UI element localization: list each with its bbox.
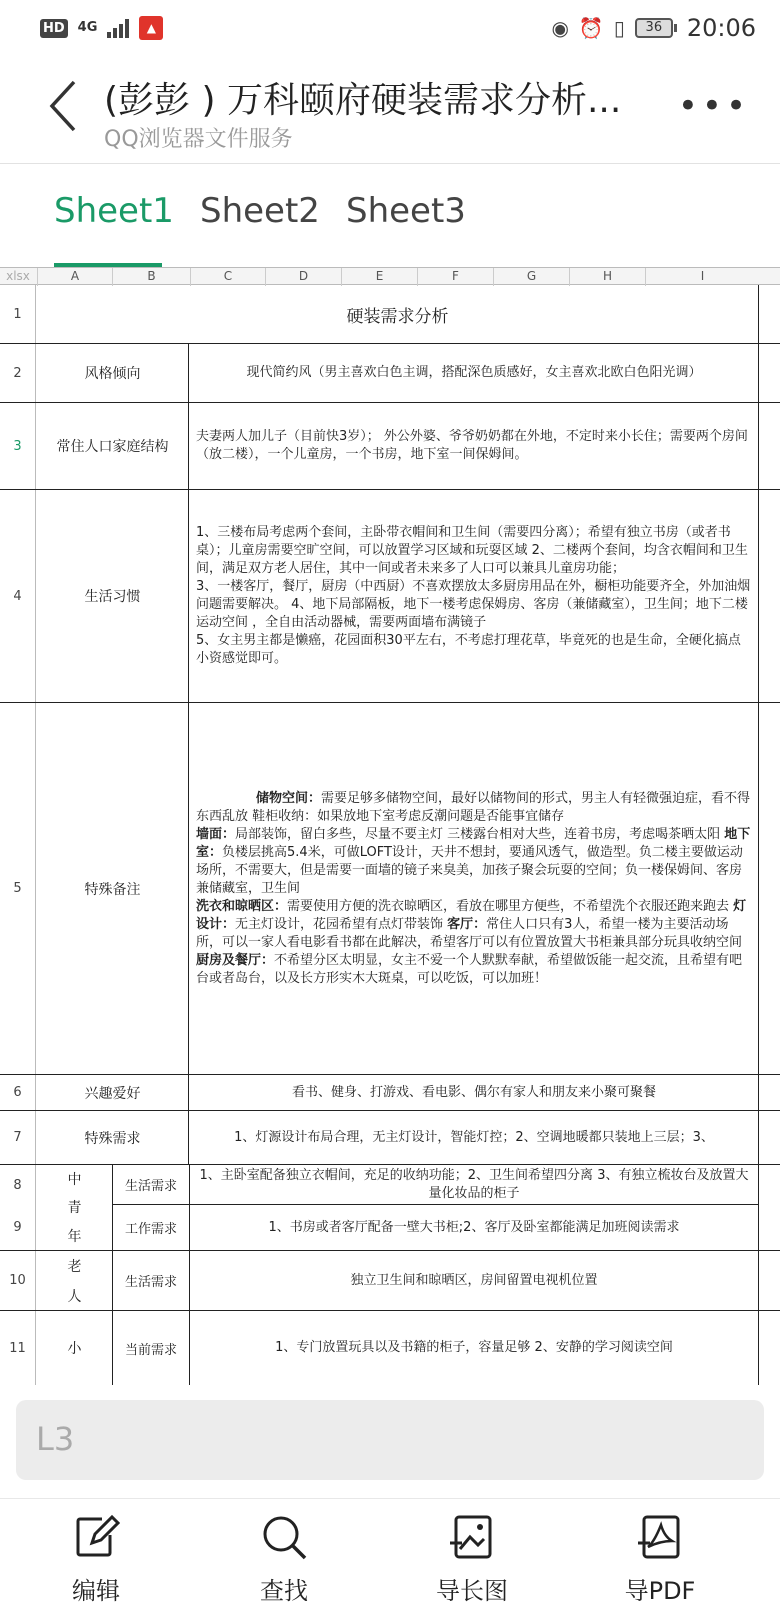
table-row[interactable] bbox=[0, 703, 780, 1075]
cell-text-line: 1、三楼布局考虑两个套间，主卧带衣帽间和卫生间（需要四分离）；希望有独立书房（或者书桌）；儿童房需要空旷空间，可以放置学习区域和玩耍区域 2、二楼两个套间，均含衣帽间和卫生间，满足双方老人居住，其中一间或者未来多了人口可以兼具儿童房功能； bbox=[196, 525, 748, 576]
sub-label-cell[interactable]: 生活需求 bbox=[113, 1251, 190, 1310]
eye-comfort-icon: ◉ bbox=[551, 16, 569, 40]
table-row[interactable] bbox=[0, 1205, 780, 1251]
group-label-elder[interactable]: 老 人 bbox=[37, 1251, 113, 1311]
row-number: 1 bbox=[0, 285, 36, 343]
label-cell[interactable]: 特殊备注 bbox=[37, 703, 189, 1074]
find-button[interactable]: 查找 bbox=[224, 1513, 344, 1606]
signal-icon bbox=[107, 18, 129, 38]
edit-icon bbox=[72, 1513, 120, 1561]
column-header[interactable]: D bbox=[265, 268, 341, 286]
corner-cell: xlsx bbox=[6, 269, 30, 283]
row-number: 8 bbox=[0, 1165, 36, 1205]
note-key: 厨房及餐厅： bbox=[196, 952, 275, 968]
note-text: 常住人口只有3人，希望一楼为主要活动场所，可以一家人看电影看书都在此解决，希望客厅可以有位置放置大书柜兼具部分玩具收纳空间 bbox=[196, 916, 743, 950]
note-key: 客厅： bbox=[447, 916, 487, 932]
label-cell[interactable]: 兴趣爱好 bbox=[37, 1075, 189, 1110]
row-number: 9 bbox=[0, 1205, 36, 1250]
table-row[interactable] bbox=[0, 1075, 780, 1111]
cell-text-line: 5、女主男主都是懒癌，花园面积30平左右，不考虑打理花草，毕竟死的也是生命，全硬化搞点小资感觉即可。 bbox=[196, 633, 741, 666]
tab-sheet3[interactable]: Sheet3 bbox=[346, 191, 466, 231]
column-header[interactable]: A bbox=[37, 268, 112, 286]
value-cell[interactable]: 1、专门放置玩具以及书籍的柜子，容量足够 2、安静的学习阅读空间 bbox=[190, 1311, 759, 1385]
label-cell[interactable]: 常住人口家庭结构 bbox=[37, 403, 189, 489]
note-key: 灯设计： bbox=[196, 898, 747, 932]
value-cell[interactable] bbox=[190, 703, 759, 1074]
image-export-icon bbox=[448, 1513, 496, 1561]
value-cell[interactable]: 独立卫生间和晾晒区，房间留置电视机位置 bbox=[190, 1251, 759, 1310]
export-long-image-button[interactable]: 导长图 bbox=[412, 1513, 532, 1606]
title-bar bbox=[0, 56, 780, 164]
network-type: 4G bbox=[77, 20, 98, 35]
table-row[interactable] bbox=[0, 285, 780, 344]
note-key: 墙面： bbox=[196, 826, 236, 842]
row-number: 10 bbox=[0, 1251, 36, 1310]
row-number: 5 bbox=[0, 703, 36, 1074]
document-subtitle: QQ浏览器文件服务 bbox=[104, 127, 293, 152]
sub-label-cell[interactable]: 生活需求 bbox=[113, 1165, 190, 1205]
sub-label-cell[interactable]: 当前需求 bbox=[113, 1311, 190, 1385]
note-key: 地下室： bbox=[196, 826, 751, 860]
edit-button[interactable]: 编辑 bbox=[36, 1513, 156, 1606]
tab-sheet2[interactable]: Sheet2 bbox=[200, 191, 320, 231]
note-key: 洗衣和晾晒区： bbox=[196, 898, 288, 914]
sheet-title-cell[interactable]: 硬装需求分析 bbox=[37, 285, 759, 343]
group-label-youth[interactable]: 中 青 年 bbox=[37, 1165, 113, 1251]
table-row[interactable] bbox=[0, 1311, 780, 1385]
label-cell[interactable]: 特殊需求 bbox=[37, 1111, 189, 1164]
clock: 20:06 bbox=[686, 14, 756, 42]
tab-sheet1[interactable]: Sheet1 bbox=[54, 191, 174, 231]
status-bar bbox=[0, 0, 780, 56]
note-key: 储物空间： bbox=[256, 790, 322, 806]
notification-app-icon: ▲ bbox=[139, 16, 163, 40]
note-text: 负楼层挑高5.4米，可做LOFT设计，天井不想封，要通风透气，做造型。负二楼主要做运动场所，不需要大，但是需要一面墙的镜子来臭美，加孩子聚会玩耍的空间；负一楼保姆间、客房兼储藏室，卫生间 bbox=[196, 844, 743, 896]
sub-label-cell[interactable]: 工作需求 bbox=[113, 1205, 190, 1250]
group-label-child[interactable]: 小 bbox=[37, 1311, 113, 1385]
value-cell[interactable]: 1、灯源设计布局合理，无主灯设计，智能灯控；2、空调地暖都只装地上三层；3、 bbox=[190, 1111, 759, 1164]
column-header[interactable]: H bbox=[569, 268, 645, 286]
value-cell[interactable]: 1、主卧室配备独立衣帽间，充足的收纳功能；2、卫生间希望四分离 3、有独立梳妆台及放置大量化妆品的柜子 bbox=[190, 1165, 759, 1205]
column-header[interactable]: F bbox=[417, 268, 493, 286]
table-row[interactable] bbox=[0, 1111, 780, 1165]
back-arrow-icon[interactable] bbox=[44, 76, 84, 136]
value-cell[interactable] bbox=[190, 490, 759, 702]
document-title: (彭彭 ) 万科颐府硬装需求分析... bbox=[104, 80, 622, 121]
hd-badge: HD bbox=[40, 19, 68, 38]
vibrate-icon: ▯ bbox=[613, 16, 625, 40]
row-number: 3 bbox=[0, 403, 36, 489]
note-text: 需要使用方便的洗衣晾晒区，看放在哪里方便些，不希望洗个衣服还跑来跑去 bbox=[287, 898, 734, 914]
column-header[interactable]: I bbox=[645, 268, 759, 286]
row-number: 11 bbox=[0, 1311, 36, 1385]
label-cell[interactable]: 风格倾向 bbox=[37, 344, 189, 402]
table-row[interactable] bbox=[0, 403, 780, 490]
pdf-export-icon bbox=[636, 1513, 684, 1561]
row-number: 4 bbox=[0, 490, 36, 702]
value-cell[interactable]: 看书、健身、打游戏、看电影、偶尔有家人和朋友来小聚可聚餐 bbox=[190, 1075, 759, 1110]
note-text: 需要足够多储物空间，最好以储物间的形式，男主人有轻微强迫症，看不得东西乱放 鞋柜收纳：如果放地下室考虑反潮问题是否能事宜储存 bbox=[196, 790, 751, 824]
spreadsheet-grid[interactable] bbox=[0, 267, 780, 1402]
row-number: 2 bbox=[0, 344, 36, 402]
export-pdf-button[interactable]: 导PDF bbox=[600, 1513, 720, 1606]
cell-address: L3 bbox=[36, 1420, 75, 1458]
value-cell[interactable]: 夫妻两人加儿子（目前快3岁）； 外公外婆、爷爷奶奶都在外地，不定时来小长住；需要两个房间（放二楼），一个儿童房，一个书房，地下室一间保姆间。 bbox=[190, 403, 759, 489]
bottom-toolbar bbox=[0, 1498, 780, 1621]
column-header[interactable]: C bbox=[190, 268, 265, 286]
row-number: 7 bbox=[0, 1111, 36, 1164]
table-row[interactable] bbox=[0, 1165, 780, 1205]
alarm-icon: ⏰ bbox=[578, 16, 604, 40]
value-cell[interactable]: 现代简约风（男主喜欢白色主调，搭配深色质感好，女主喜欢北欧白色阳光调） bbox=[190, 344, 759, 402]
column-header[interactable]: B bbox=[112, 268, 190, 286]
table-row[interactable] bbox=[0, 490, 780, 703]
sheet-tabs bbox=[0, 165, 780, 267]
note-text: 不希望分区太明显，女主不爱一个人默默奉献，希望做饭能一起交流，且希望有吧台或者岛台，以及长方形实木大斑桌，可以吃饭，可以加班！ bbox=[196, 952, 743, 986]
note-text: 无主灯设计，花园希望有点灯带装饰 bbox=[235, 916, 448, 932]
more-options-icon[interactable]: ••• bbox=[677, 86, 750, 126]
column-header[interactable]: G bbox=[493, 268, 569, 286]
cell-address-bar[interactable] bbox=[16, 1400, 764, 1480]
label-cell[interactable]: 生活习惯 bbox=[37, 490, 189, 702]
search-icon bbox=[260, 1513, 308, 1561]
battery-icon: 36 bbox=[635, 18, 677, 38]
row-number: 6 bbox=[0, 1075, 36, 1110]
value-cell[interactable]: 1、书房或者客厅配备一壁大书柜;2、客厅及卧室都能满足加班阅读需求 bbox=[190, 1205, 759, 1250]
note-text: 局部装饰，留白多些，尽量不要主灯 三楼露台相对大些，连着书房，考虑喝茶晒太阳 bbox=[235, 826, 725, 842]
table-row[interactable] bbox=[0, 344, 780, 403]
table-row[interactable] bbox=[0, 1251, 780, 1311]
column-header[interactable]: E bbox=[341, 268, 417, 286]
cell-text-line: 3、一楼客厅，餐厅，厨房（中西厨）不喜欢摆放太多厨房用品在外，橱柜功能要齐全，外加油烟问题需要解决。 4、地下局部隔板，地下一楼考虑保姆房、客房（兼储藏室），卫生间；地下二楼运动空间 ，全自由活动器械，需要两面墙布满镜子 bbox=[196, 579, 751, 630]
column-header-bar bbox=[0, 267, 780, 285]
